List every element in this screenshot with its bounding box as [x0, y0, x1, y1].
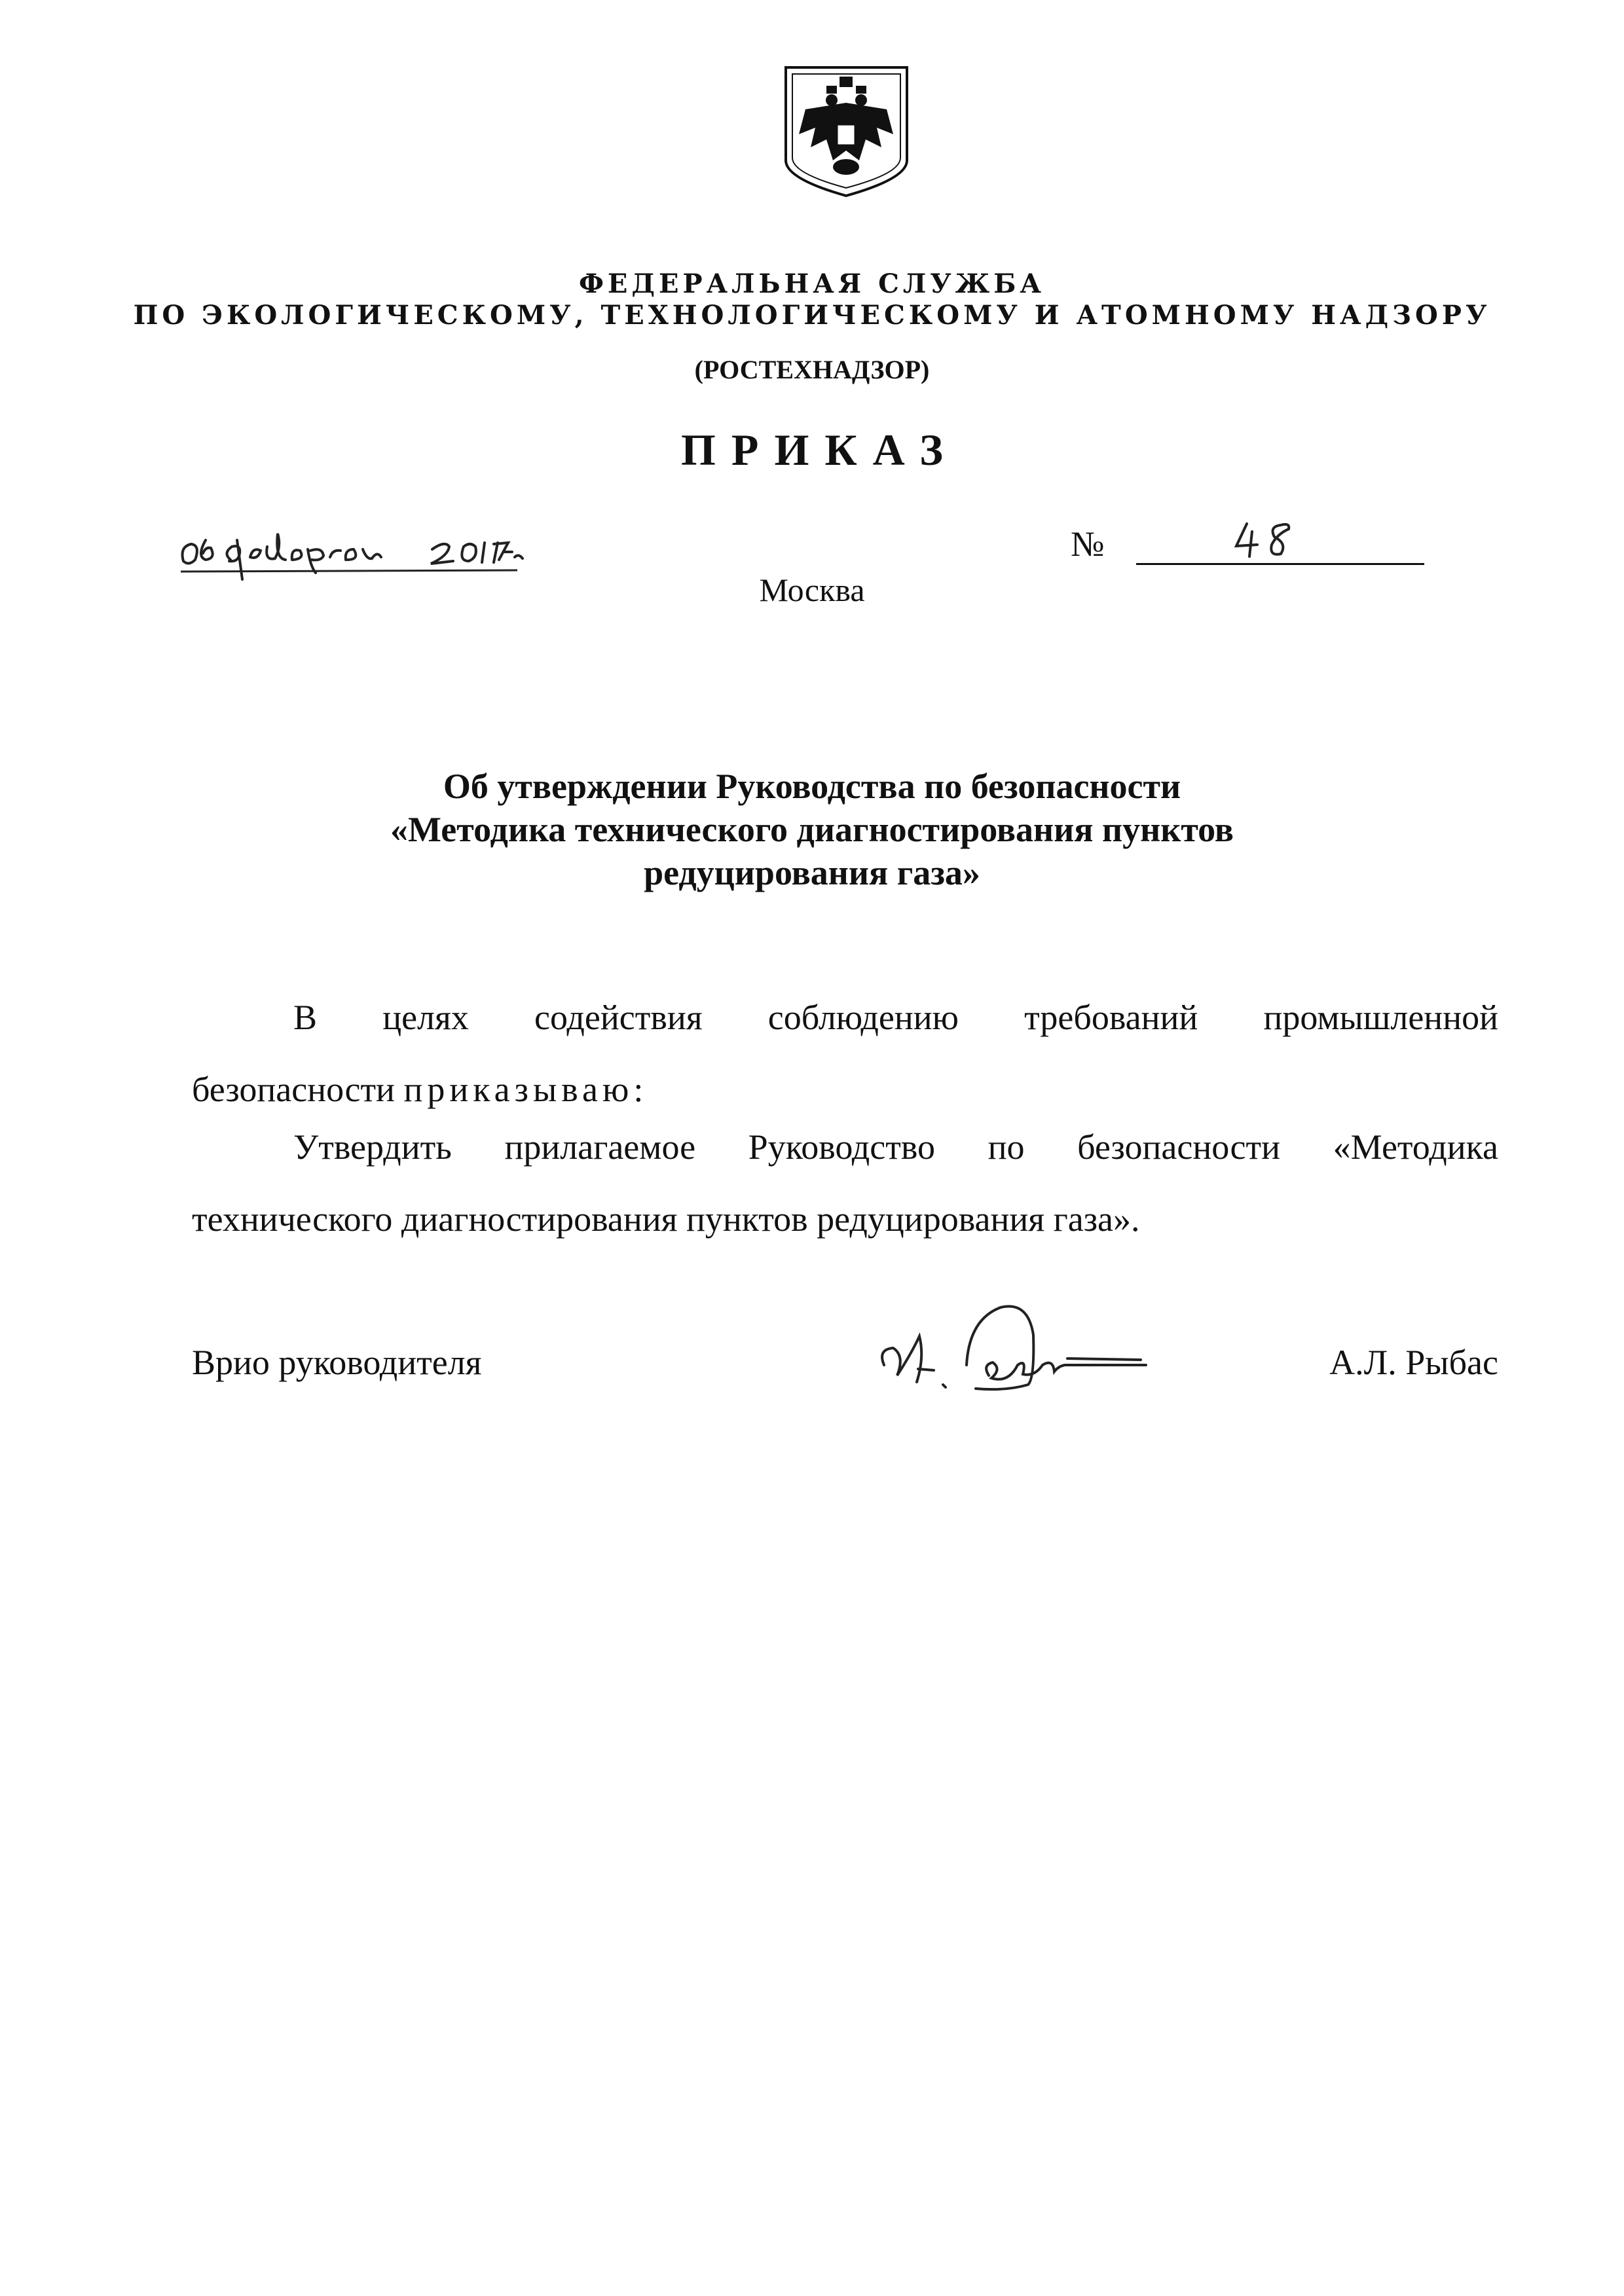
signatory-name: А.Л. Рыбас — [1329, 1343, 1498, 1382]
coat-of-arms-icon — [779, 62, 913, 200]
subject-line1: Об утверждении Руководства по безопасности — [443, 767, 1181, 806]
number-sign: № — [1071, 524, 1105, 564]
paragraph1-line2 — [192, 1068, 1498, 1110]
paragraph2-line1: Утвердить прилагаемое Руководство по безопасности «Методика — [293, 1127, 1498, 1167]
agency-name-line1: ФЕДЕРАЛЬНАЯ СЛУЖБА — [578, 268, 1045, 299]
document-subject — [0, 765, 1624, 894]
subject-line2: «Методика технического диагностирования пунктов — [390, 810, 1234, 849]
signatory-role: Врио руководителя — [192, 1343, 482, 1382]
number-underline — [1136, 563, 1424, 565]
subject-line3: редуцирования газа» — [644, 853, 980, 892]
handwritten-number — [1231, 517, 1310, 563]
order-keyword: приказываю: — [403, 1070, 648, 1109]
paragraph1-text: безопасности — [192, 1070, 395, 1109]
paragraph1-line1: В целях содействия соблюдению требований промышленной — [293, 998, 1498, 1037]
handwritten-signature — [871, 1267, 1179, 1411]
agency-name-line2: ПО ЭКОЛОГИЧЕСКОМУ, ТЕХНОЛОГИЧЕСКОМУ И АТОМНОМУ НАДЗОРУ — [133, 300, 1491, 331]
city-label: Москва — [759, 572, 865, 608]
document-type-heading: ПРИКАЗ — [681, 425, 959, 475]
agency-abbreviation: (РОСТЕХНАДЗОР) — [694, 355, 930, 384]
paragraph2-line2: технического диагностирования пунктов редуцирования газа». — [192, 1199, 1140, 1239]
